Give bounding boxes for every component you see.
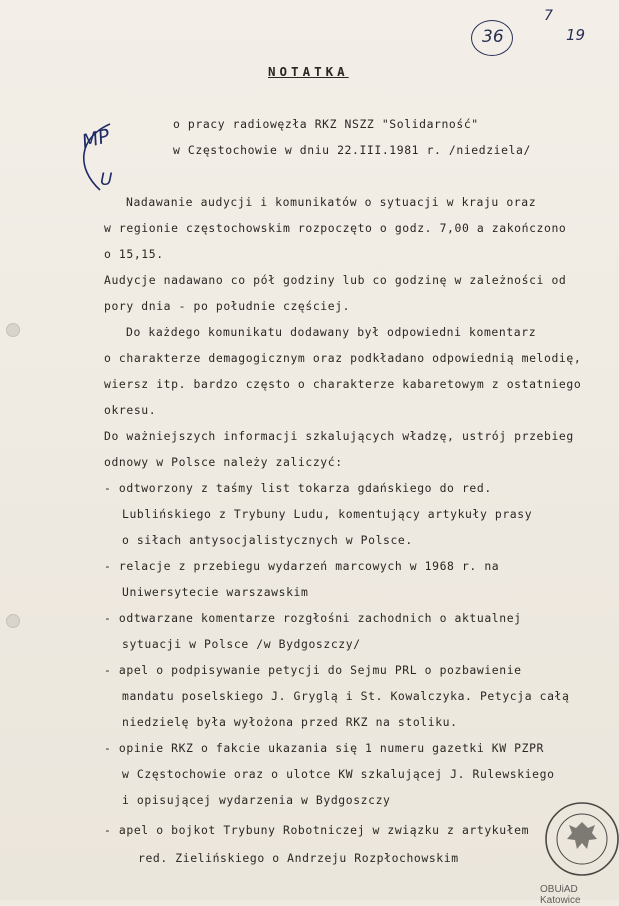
page-number-corner: 19 — [566, 26, 586, 44]
list-item-continuation: o siłach antysocjalistycznych w Polsce. — [122, 533, 413, 547]
margin-note: MP — [79, 124, 113, 154]
list-item-continuation: i opisującej wydarzenia w Bydgoszczy — [122, 793, 391, 807]
document-title: NOTATKA — [268, 64, 349, 79]
list-item-continuation: niedzielę była wyłożona przed RKZ na stoliku. — [122, 715, 458, 729]
body-line: pory dnia - po południe częściej. — [104, 299, 351, 313]
body-line: w regionie częstochowskim rozpoczęto o godz. 7,00 a zakończono — [104, 221, 567, 235]
body-line: wiersz itp. bardzo często o charakterze kabaretowym z ostatniego — [104, 377, 582, 391]
body-line: Do ważniejszych informacji szkalujących władzę, ustrój przebieg — [104, 429, 574, 443]
archive-stamp-label: OBUiAD Katowice — [540, 884, 581, 906]
punch-hole — [6, 323, 20, 337]
subtitle-line-2: w Częstochowie w dniu 22.III.1981 r. /niedziela/ — [173, 143, 531, 157]
subtitle-line-1: o pracy radiowęzła RKZ NSZZ "Solidarność" — [173, 117, 479, 131]
list-item: - apel o bojkot Trybuny Robotniczej w związku z artykułem — [104, 823, 530, 837]
list-item-continuation: mandatu poselskiego J. Gryglą i St. Kowalczyka. Petycja całą — [122, 689, 570, 703]
list-item: - relacje z przebiegu wydarzeń marcowych w 1968 r. na — [104, 559, 500, 573]
body-line: Nadawanie audycji i komunikatów o sytuacji w kraju oraz — [126, 195, 537, 209]
list-item-continuation: Uniwersytecie warszawskim — [122, 585, 309, 599]
list-item: - odtwarzane komentarze rozgłośni zachodnich o aktualnej — [104, 611, 522, 625]
list-item-continuation: sytuacji w Polsce /w Bydgoszczy/ — [122, 637, 361, 651]
punch-hole — [6, 614, 20, 628]
list-item-continuation: red. Zielińskiego o Andrzeju Rozpłochowskim — [138, 851, 459, 865]
corner-mark: 7 — [544, 8, 553, 24]
body-line: Do każdego komunikatu dodawany był odpowiedni komentarz — [126, 325, 537, 339]
list-item: - odtworzony z taśmy list tokarza gdańskiego do red. — [104, 481, 492, 495]
margin-note-2: U — [100, 170, 113, 190]
list-item: - opinie RKZ o fakcie ukazania się 1 numeru gazetki KW PZPR — [104, 741, 545, 755]
body-line: Audycje nadawano co pół godziny lub co godzinę w zależności od — [104, 273, 567, 287]
list-item: - apel o podpisywanie petycji do Sejmu PRL o pozbawienie — [104, 663, 522, 677]
body-line: okresu. — [104, 403, 157, 417]
list-item-continuation: Lublińskiego z Trybuny Ludu, komentujący artykuły prasy — [122, 507, 533, 521]
body-line: odnowy w Polsce należy zaliczyć: — [104, 455, 343, 469]
body-line: o charakterze demagogicznym oraz podkładano odpowiednią melodię, — [104, 351, 582, 365]
page-number-circled: 36 — [471, 20, 513, 56]
body-line: o 15,15. — [104, 247, 164, 261]
archive-stamp-icon — [543, 800, 619, 878]
margin-bracket-mark — [70, 118, 130, 198]
list-item-continuation: w Częstochowie oraz o ulotce KW szkalującej J. Rulewskiego — [122, 767, 555, 781]
